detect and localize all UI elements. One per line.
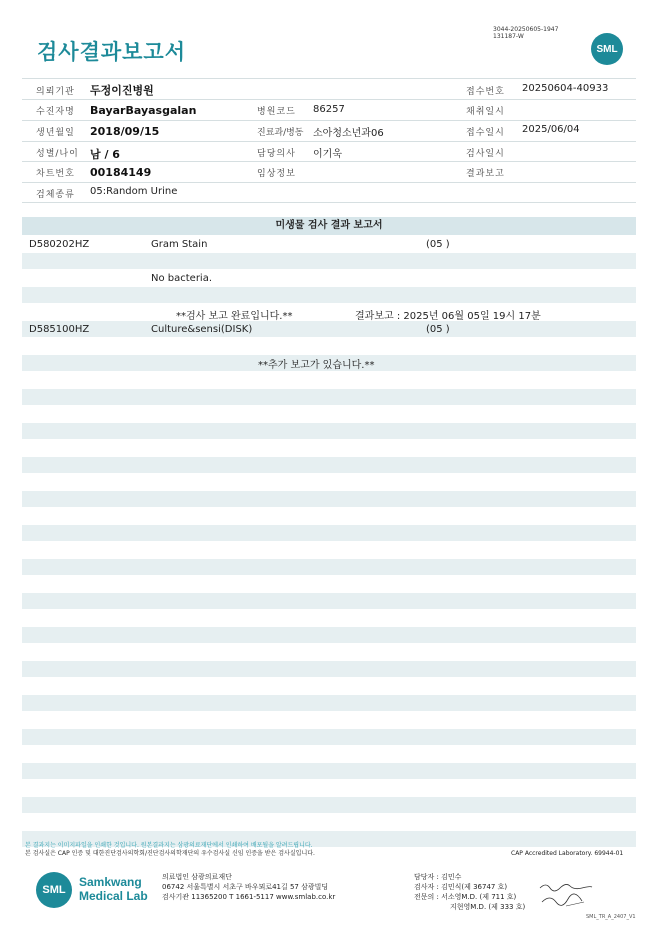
test-date-label: 검사일시 [466,149,505,159]
test-name: Culture&sensi(DISK) [151,324,253,335]
divider [22,182,636,183]
signature-icon [538,880,598,910]
print-notice: 본 결과지는 이미지파일을 인쇄한 것입니다. 원본결과지는 삼광의료재단에서 인쇄하여 배포될을 알려드립니다. [25,842,313,849]
additional-report-text: **추가 보고가 있습니다.** [258,360,375,371]
specimen-code: (05 ) [426,324,450,335]
divider [22,99,636,100]
sex-age-value: 남 / 6 [90,148,120,161]
receipt-number-label: 접수번호 [466,87,505,97]
divider [22,120,636,121]
document-id [493,26,558,40]
page-title: 검사결과보고서 [37,40,187,64]
form-code: SML_TR_A_2407_V1 [586,914,636,920]
cap-accreditation: CAP Accredited Laboratory. 69944-01 [511,850,624,857]
test-name: Gram Stain [151,239,208,250]
divider [22,78,636,79]
doctor-label: 담당의사 [257,149,296,159]
footer-org-info [162,872,335,902]
hospital-code-value: 86257 [313,104,345,115]
sex-age-label: 성별/나이 [36,149,79,159]
specimen-label: 검체종류 [36,190,75,200]
document-id-line1: 3044-20250605-1947 [493,26,559,33]
receipt-number-value: 20250604-40933 [522,83,609,94]
patient-name-label: 수진자명 [36,107,75,117]
clinical-info-label: 임상정보 [257,169,296,179]
sml-logo-icon: SML [591,33,623,65]
department-value: 소아청소년과06 [313,128,384,139]
test-code: D585100HZ [29,324,90,335]
chart-number-value: 00184149 [90,166,152,179]
staff-specialist2: 지현영M.D. (제 333 호) [450,903,526,911]
report-timestamp: 결과보고 : 2025년 06월 05일 19시 17분 [355,311,541,322]
company-name-line2: Medical Lab [79,889,148,903]
specimen-code: (05 ) [426,239,450,250]
org-address: 06742 서울특별시 서초구 바우뫼로41길 57 삼광빌딩 [162,883,329,891]
divider [22,202,636,203]
staff-tester: 검사자 : 김민식(제 36747 호) [414,883,508,891]
company-name-line1: Samkwang [79,875,142,889]
report-label: 결과보고 [466,169,505,179]
results-section-title: 미생물 검사 결과 보고서 [22,217,636,235]
divider [22,141,636,142]
test-code: D580202HZ [29,239,90,250]
doctor-value: 이기욱 [313,149,342,160]
institution-label: 의뢰기관 [36,87,75,97]
footer-staff-info [414,872,525,912]
org-contact: 검사기관 11365200 T 1661-5117 www.smlab.co.kr [162,893,336,901]
document-id-line2: 131187-W [493,33,524,40]
department-label: 진료과/병동 [257,128,304,138]
chart-number-label: 차트번호 [36,169,75,179]
receipt-date-value: 2025/06/04 [522,124,580,135]
report-complete-text: **검사 보고 완료입니다.** [176,311,293,322]
accreditation-notice: 본 검사실은 CAP 인증 및 대한진단검사의학회/진단검사의학재단의 우수검사실 신임 인증을 받은 검사실입니다. [25,850,315,857]
institution-value: 두정이진병원 [90,84,154,97]
specimen-value: 05:Random Urine [90,186,178,197]
result-note: No bacteria. [151,273,213,284]
company-name [79,875,148,903]
birth-label: 생년월일 [36,128,75,138]
collection-date-label: 채취일시 [466,107,505,117]
staff-manager: 담당자 : 김민수 [414,873,462,881]
receipt-date-label: 접수일시 [466,128,505,138]
org-name: 의료법인 삼광의료재단 [162,873,232,881]
birth-value: 2018/09/15 [90,125,160,138]
sml-logo-icon: SML [36,872,72,908]
patient-name-value: BayarBayasgalan [90,104,197,117]
staff-specialist1: 전문의 : 서소영M.D. (제 711 호) [414,893,517,901]
hospital-code-label: 병원코드 [257,107,296,117]
